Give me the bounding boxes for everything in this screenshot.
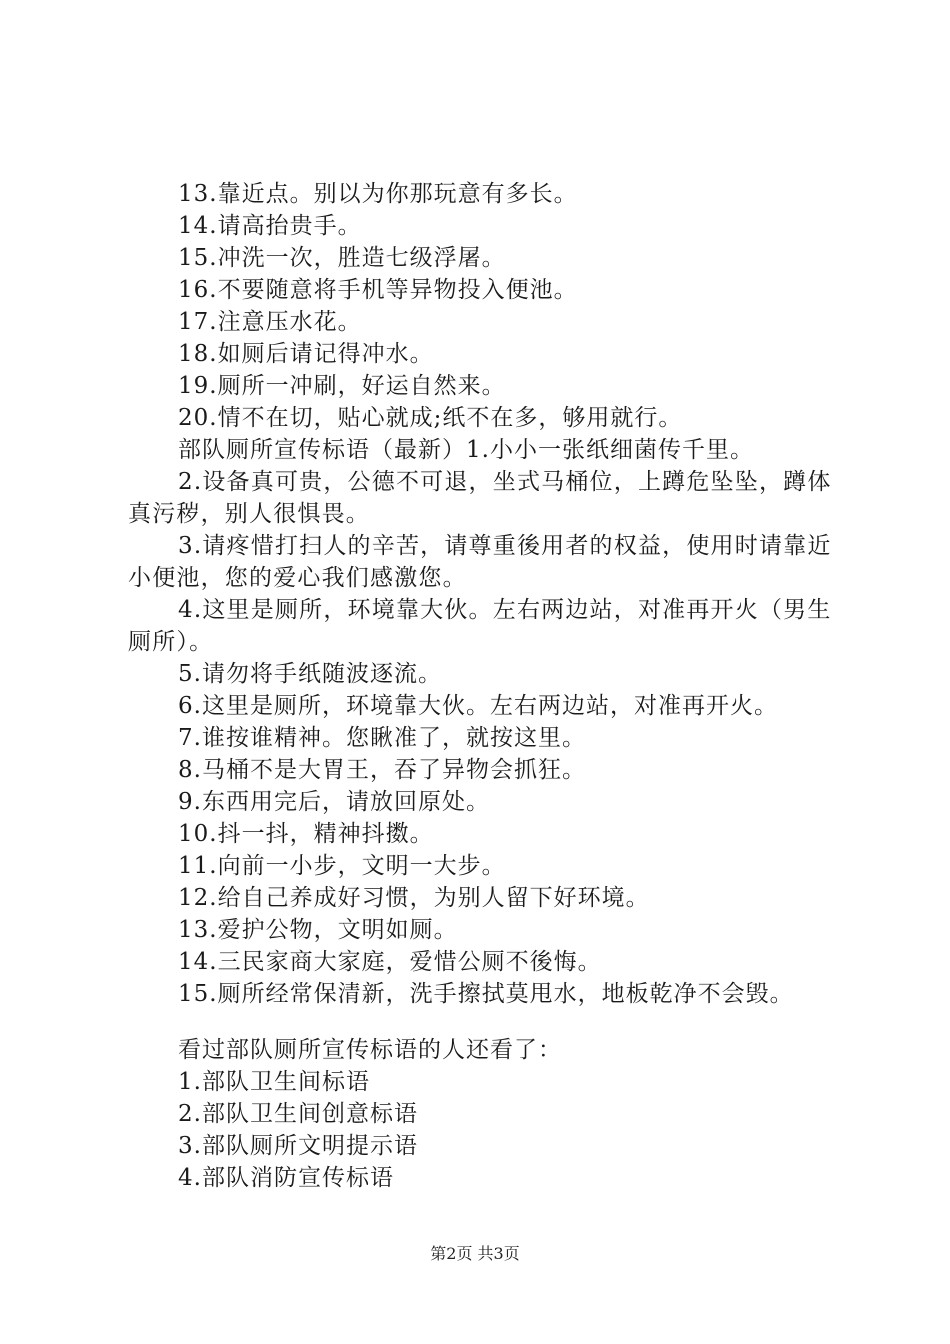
slogan-line-14: 14.请高抬贵手。 [178, 213, 362, 239]
related-link-1[interactable]: 1.部队卫生间标语 [178, 1069, 370, 1095]
slogan-paragraph-4 [128, 594, 838, 658]
slogan-line-p5: 5.请勿将手纸随波逐流。 [178, 661, 442, 687]
slogan-line-p12: 12.给自己养成好习惯，为别人留下好环境。 [178, 885, 650, 911]
related-title: 看过部队厕所宣传标语的人还看了： [178, 1037, 562, 1063]
slogan-line-p6: 6.这里是厕所，环境靠大伙。左右两边站，对准再开火。 [178, 693, 778, 719]
slogan-paragraph-2 [128, 466, 838, 530]
related-link-3[interactable]: 3.部队厕所文明提示语 [178, 1133, 418, 1159]
slogan-line-p10: 10.抖一抖，精神抖擞。 [178, 821, 434, 847]
slogan-line-p15: 15.厕所经常保清新，洗手擦拭莫甩水，地板乾净不会毁。 [178, 981, 794, 1007]
slogan-line-16: 16.不要随意将手机等异物投入便池。 [178, 277, 578, 303]
slogan-paragraph-2-text: 2.设备真可贵，公德不可退，坐式马桶位，上蹲危坠坠，蹲体真污秽，别人很惧畏。 [128, 469, 832, 527]
slogan-line-18: 18.如厕后请记得冲水。 [178, 341, 434, 367]
slogan-line-13: 13.靠近点。别以为你那玩意有多长。 [178, 181, 578, 207]
slogan-line-15: 15.冲洗一次，胜造七级浮屠。 [178, 245, 506, 271]
slogan-line-19: 19.厕所一冲刷，好运自然来。 [178, 373, 506, 399]
slogan-line-p7: 7.谁按谁精神。您瞅准了，就按这里。 [178, 725, 586, 751]
slogan-line-p8: 8.马桶不是大胃王，吞了异物会抓狂。 [178, 757, 586, 783]
page-footer: 第2页 共3页 [430, 1244, 520, 1263]
slogan-line-17: 17.注意压水花。 [178, 309, 362, 335]
slogan-paragraph-3 [128, 530, 838, 594]
slogan-paragraph-3-text: 3.请疼惜打扫人的辛苦，请尊重後用者的权益，使用时请靠近小便池，您的爱心我们感激您。 [128, 533, 832, 591]
slogan-line-p11: 11.向前一小步，文明一大步。 [178, 853, 506, 879]
slogan-line-20: 20.情不在切，贴心就成;纸不在多，够用就行。 [178, 405, 683, 431]
slogan-paragraph-4-text: 4.这里是厕所，环境靠大伙。左右两边站，对准再开火（男生厕所）。 [128, 597, 832, 655]
related-link-2[interactable]: 2.部队卫生间创意标语 [178, 1101, 418, 1127]
section-heading: 部队厕所宣传标语（最新）1.小小一张纸细菌传千里。 [178, 437, 754, 463]
slogan-line-p13: 13.爱护公物，文明如厕。 [178, 917, 458, 943]
related-link-4[interactable]: 4.部队消防宣传标语 [178, 1165, 394, 1191]
slogan-line-p9: 9.东西用完后，请放回原处。 [178, 789, 490, 815]
slogan-line-p14: 14.三民家商大家庭，爱惜公厕不後悔。 [178, 949, 602, 975]
